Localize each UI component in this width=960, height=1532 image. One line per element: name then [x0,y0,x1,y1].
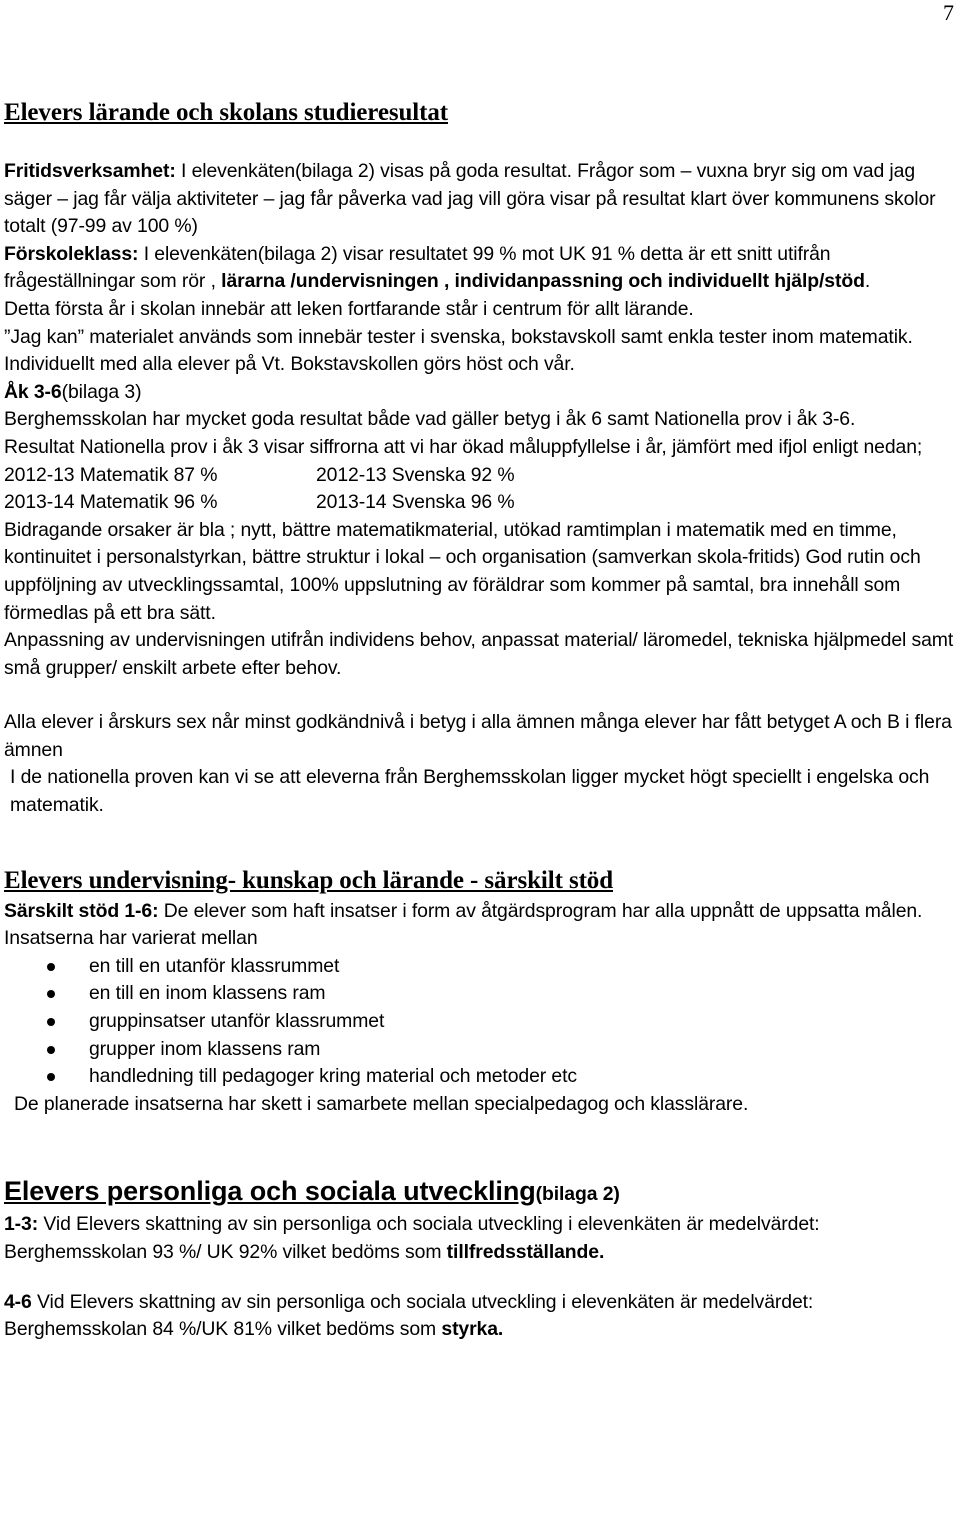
betyg-paragraph: Alla elever i årskurs sex når minst godkändnivå i betyg i alla ämnen många elever har fått betyget A och B i flera ämnen [4,711,952,761]
list-item [89,953,956,981]
result-svenska: 2013-14 Svenska 96 % [316,491,515,514]
list-item [89,1036,956,1064]
forskoleklass-label: Förskoleklass: [4,242,139,265]
insatser-list [4,953,956,1091]
list-item-text: en till en inom klassens ram [89,982,326,1005]
result-matematik: 2012-13 Matematik 87 % [4,463,218,486]
fritids-text: I elevenkäten(bilaga 2) visas på goda resultat. Frågor som – vuxna bryr sig om vad jag säger – jag får välja aktiviteter – jag får påverka vad jag vill göra visar på resultat klart över kommunens skolor totalt (97-99 av 100 %) [4,160,936,238]
list-item-text: en till en utanför klassrummet [89,954,340,977]
bullet-icon [47,990,55,998]
grade-4-6-label: 4-6 [4,1290,32,1313]
list-item [89,980,956,1008]
grade-1-3-label: 1-3: [4,1213,39,1236]
list-item [89,1008,956,1036]
sarskilt-stod-text: De elever som haft insatser i form av åtgärdsprogram har alla uppnått de uppsatta målen. [158,899,923,922]
ak-suffix: (bilaga 3) [61,380,142,403]
personlig-1-3-paragraph [4,1211,956,1266]
list-item-text: gruppinsatser utanför klassrummet [89,1010,385,1033]
list-item-text: grupper inom klassens ram [89,1037,321,1060]
grade-4-6-rating: styrka. [441,1318,504,1341]
result-svenska: 2012-13 Svenska 92 % [316,463,515,486]
document-body [4,96,956,1344]
ak-3-6-heading [4,379,956,407]
grade-4-6-text: Vid Elevers skattning av sin personliga och sociala utveckling i elevenkäten är medelvärdet: Berghemsskolan 84 %/UK 81% vilket bedöms som [4,1290,814,1341]
list-item [89,1063,956,1091]
forskoleklass-leken-paragraph: Detta första år i skolan innebär att leken fortfarande står i centrum för allt lärande. [4,297,694,320]
section-heading-suffix: (bilaga 2) [535,1183,620,1206]
insatser-outro: De planerade insatserna har skett i samarbete mellan specialpedagog och klasslärare. [14,1092,749,1115]
fritids-paragraph [4,158,956,241]
forskoleklass-bold-text: lärarna /undervisningen , individanpassning och individuellt hjälp/stöd [221,270,865,293]
list-item-text: handledning till pedagoger kring material och metoder etc [89,1065,577,1088]
sarskilt-stod-paragraph [4,898,956,926]
section-heading-personlig-utveckling [4,1174,956,1211]
anpassning-paragraph: Anpassning av undervisningen utifrån individens behov, anpassat material/ läromedel, tekniska hjälpmedel samt små grupper/ enskilt arbete efter behov. [4,629,954,679]
nationella-proven-paragraph: I de nationella proven kan vi se att eleverna från Berghemsskolan ligger mycket högt speciellt i engelska och matematik. [10,766,930,817]
forskoleklass-text: I elevenkäten(bilaga 2) visar resultatet 99 % mot UK 91 % detta är ett snitt utifrån frågeställningar som rör , [4,242,831,293]
page-number: 7 [943,0,954,25]
ak-betyg-paragraph: Berghemsskolan har mycket goda resultat både vad gäller betyg i åk 6 samt Nationella prov i åk 3-6. [4,408,856,431]
result-row [4,462,956,490]
forskoleklass-end: . [864,270,871,293]
nationella-prov-paragraph: Resultat Nationella prov i åk 3 visar siffrorna att vi har ökad måluppfyllelse i år, jämfört med ifjol enligt nedan; [4,435,923,458]
personlig-4-6-paragraph [4,1289,956,1344]
grade-1-3-text: Vid Elevers skattning av sin personliga och sociala utveckling i elevenkäten är medelvärdet: Berghemsskolan 93 %/ UK 92% vilket bedöms som [4,1213,820,1263]
sarskilt-stod-label: Särskilt stöd 1-6: [4,899,159,922]
bullet-icon [47,1018,55,1026]
insatser-intro: Insatserna har varierat mellan [4,927,258,950]
jag-kan-paragraph: ”Jag kan” materialet används som innebär tester i svenska, bokstavskoll samt enkla tester inom matematik. Individuellt med alla elever på Vt. Bokstavskollen görs höst och vår. [4,325,913,376]
section-heading-text: Elevers personliga och sociala utveckling [4,1176,536,1207]
bullet-icon [47,963,55,971]
section-heading-sarskilt-stod: Elevers undervisning- kunskap och lärande - särskilt stöd [4,866,613,894]
bidragande-orsaker-paragraph: Bidragande orsaker är bla ; nytt, bättre matematikmaterial, utökad ramtimplan i matematik med en timme, kontinuitet i personalstyrkan, bättre struktur i lokal – och organisation (samverkan skola-fritids) God rutin och uppföljning av utvecklingssamtal, 100% uppslutning av föräldrar som kommer på samtal, bra innehåll som förmedlas på ett bra sätt. [4,518,921,624]
bullet-icon [47,1046,55,1054]
section-heading-studieresultat: Elevers lärande och skolans studieresultat [4,99,448,126]
result-row [4,489,956,517]
result-matematik: 2013-14 Matematik 96 % [4,491,218,514]
forskoleklass-paragraph [4,241,956,296]
ak-label: Åk 3-6 [4,380,62,403]
bullet-icon [47,1073,55,1081]
grade-1-3-rating: tillfredsställande. [446,1241,605,1263]
results-table [4,462,956,517]
fritids-label: Fritidsverksamhet: [4,160,176,182]
